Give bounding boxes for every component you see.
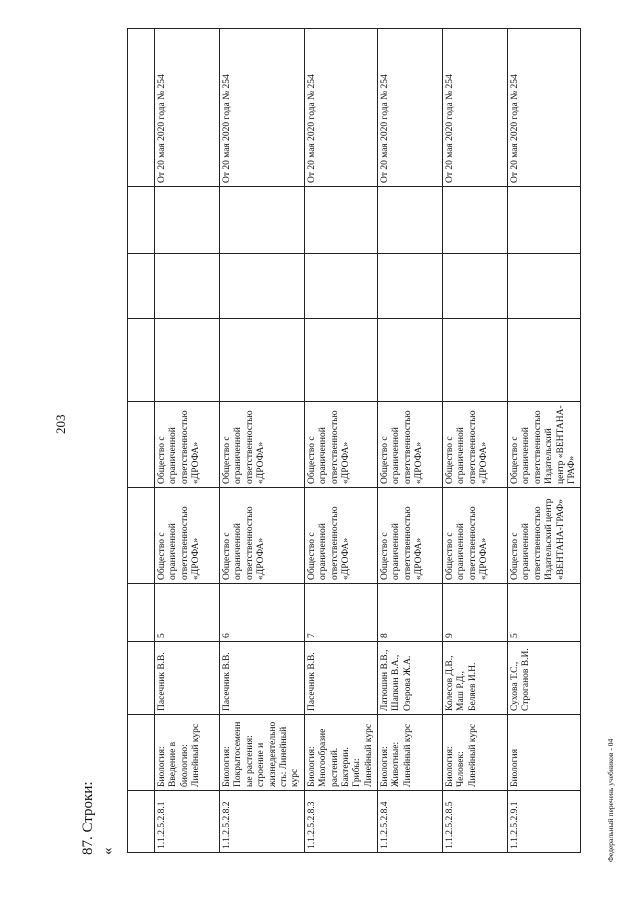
grade-cell: 5 [508, 584, 581, 642]
top-cell [128, 488, 155, 584]
empty-cell [220, 187, 305, 254]
table-row [378, 29, 443, 853]
grade-cell: 6 [220, 584, 305, 642]
empty-cell [508, 254, 581, 319]
publisher-cell: Общество с ограниченной ответственностью «ДРОФА» [304, 488, 377, 584]
authors-cell: Пасечник В.В. [220, 642, 305, 715]
table-row [220, 29, 305, 853]
authors-cell: Пасечник В.В. [155, 642, 220, 715]
authors-cell: Сухова Т.С., Строганов В.И. [508, 642, 581, 715]
footer-text: Федеральный перечень учебников - 04 [606, 738, 615, 862]
publisher-cell: Общество с ограниченной ответственностью Издательский центр «ВЕНТАНА-ГРАФ» [508, 488, 581, 584]
empty-cell [443, 254, 508, 319]
title-cell: Биология: Человек: Линейный курс [443, 715, 508, 791]
page-number: 203 [53, 414, 68, 434]
code-cell: 1.1.2.5.2.8.2 [220, 791, 305, 853]
heading-text: 87. Строки: [80, 781, 96, 855]
empty-cell [155, 187, 220, 254]
owner-cell: Общество с ограниченной ответственностью «ДРОФА» [378, 402, 443, 488]
order-cell: От 20 мая 2020 года № 254 [155, 29, 220, 187]
owner-cell: Общество с ограниченной ответственностью Издательский центр «ВЕНТАНА-ГРАФ» [508, 402, 581, 488]
empty-cell [378, 187, 443, 254]
empty-cell [304, 319, 377, 402]
empty-cell [378, 254, 443, 319]
grade-cell: 7 [304, 584, 377, 642]
empty-cell [508, 319, 581, 402]
owner-cell: Общество с ограниченной ответственностью «ДРОФА» [304, 402, 377, 488]
grade-cell: 5 [155, 584, 220, 642]
table-row [443, 29, 508, 853]
title-cell: Биология: Многообразие растений. Бактерии. Грибы: Линейный курс [304, 715, 377, 791]
top-cell [128, 791, 155, 853]
top-cell [128, 254, 155, 319]
top-cell [128, 319, 155, 402]
empty-cell [304, 254, 377, 319]
table-top-strip [128, 29, 155, 853]
textbook-table-wrapper [127, 29, 578, 853]
owner-cell: Общество с ограниченной ответственностью «ДРОФА» [155, 402, 220, 488]
publisher-cell: Общество с ограниченной ответственностью «ДРОФА» [378, 488, 443, 584]
publisher-cell: Общество с ограниченной ответственностью «ДРОФА» [443, 488, 508, 584]
order-cell: От 20 мая 2020 года № 254 [443, 29, 508, 187]
owner-cell: Общество с ограниченной ответственностью «ДРОФА» [443, 402, 508, 488]
publisher-cell: Общество с ограниченной ответственностью «ДРОФА» [220, 488, 305, 584]
empty-cell [220, 254, 305, 319]
top-cell [128, 402, 155, 488]
grade-cell: 8 [378, 584, 443, 642]
publisher-cell: Общество с ограниченной ответственностью «ДРОФА» [155, 488, 220, 584]
empty-cell [443, 319, 508, 402]
order-cell: От 20 мая 2020 года № 254 [304, 29, 377, 187]
table-row [155, 29, 220, 853]
section-heading [80, 781, 97, 855]
authors-cell: Пасечник В.В. [304, 642, 377, 715]
owner-cell: Общество с ограниченной ответственностью «ДРОФА» [220, 402, 305, 488]
code-cell: 1.1.2.5.2.8.5 [443, 791, 508, 853]
empty-cell [443, 187, 508, 254]
empty-cell [155, 254, 220, 319]
code-cell: 1.1.2.5.2.8.4 [378, 791, 443, 853]
top-cell [128, 29, 155, 187]
code-cell: 1.1.2.5.2.9.1 [508, 791, 581, 853]
empty-cell [155, 319, 220, 402]
empty-cell [220, 319, 305, 402]
order-cell: От 20 мая 2020 года № 254 [220, 29, 305, 187]
title-cell: Биология: Животные: Линейный курс [378, 715, 443, 791]
title-cell: Биология: Введение в биологию: Линейный курс [155, 715, 220, 791]
code-cell: 1.1.2.5.2.8.3 [304, 791, 377, 853]
title-cell: Биология: Покрытосеменные растения: строение и жизнедеятельность: Линейный курс [220, 715, 305, 791]
empty-cell [304, 187, 377, 254]
title-cell: Биология [508, 715, 581, 791]
top-cell [128, 642, 155, 715]
empty-cell [378, 319, 443, 402]
code-cell: 1.1.2.5.2.8.1 [155, 791, 220, 853]
top-cell [128, 715, 155, 791]
opening-quote: « [100, 847, 116, 855]
authors-cell: Колесов Д.В., Маш Р.Д., Беляев И.Н. [443, 642, 508, 715]
order-cell: От 20 мая 2020 года № 254 [508, 29, 581, 187]
grade-cell: 9 [443, 584, 508, 642]
order-cell: От 20 мая 2020 года № 254 [378, 29, 443, 187]
table-row [304, 29, 377, 853]
empty-cell [508, 187, 581, 254]
top-cell [128, 584, 155, 642]
table-row [508, 29, 581, 853]
authors-cell: Латюшин В.В., Шапкин В.А., Озерова Ж.А. [378, 642, 443, 715]
textbook-table [127, 28, 581, 853]
top-cell [128, 187, 155, 254]
